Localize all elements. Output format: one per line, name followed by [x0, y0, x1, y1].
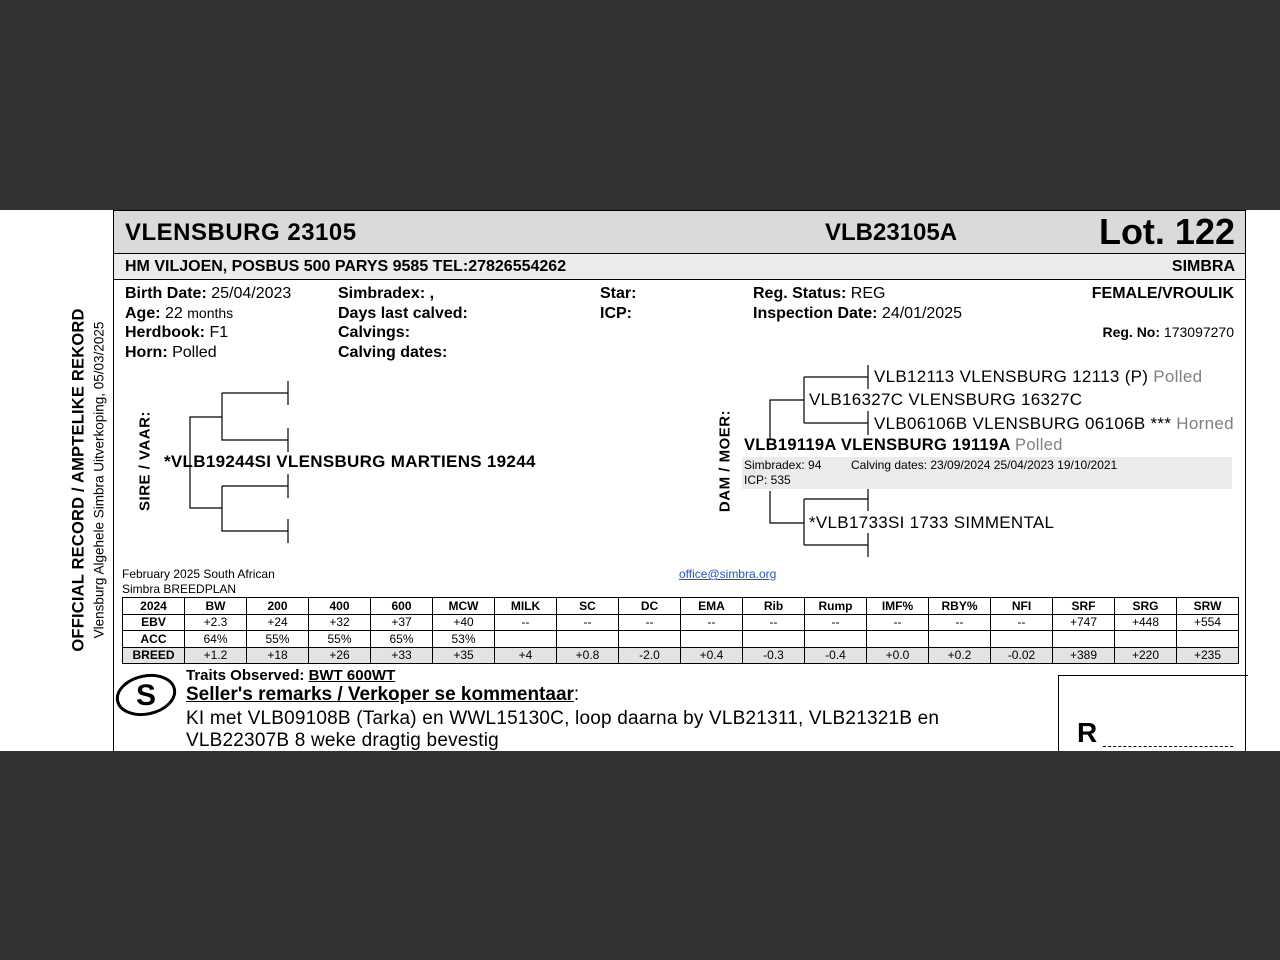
- side-caption: [69, 308, 107, 652]
- ebv-header-cell: BW: [185, 598, 247, 615]
- herdbook-value: F1: [209, 324, 229, 341]
- ebv-cell: 55%: [247, 631, 309, 648]
- ebv-header-cell: Rump: [805, 598, 867, 615]
- ebv-header-cell: 400: [309, 598, 371, 615]
- ebv-row-breed: [123, 647, 1239, 664]
- ebv-cell: --: [681, 614, 743, 631]
- ebv-cell: +554: [1177, 614, 1239, 631]
- ebv-cell: -0.3: [743, 647, 805, 664]
- ebv-header-cell: SRW: [1177, 598, 1239, 615]
- ebv-cell: -0.4: [805, 647, 867, 664]
- ebv-cell: +235: [1177, 647, 1239, 664]
- ebv-cell: --: [619, 614, 681, 631]
- ebv-cell: +24: [247, 614, 309, 631]
- ebv-cell: [805, 631, 867, 648]
- ebv-cell: +40: [433, 614, 495, 631]
- ebv-header-cell: 600: [371, 598, 433, 615]
- ebv-cell: +18: [247, 647, 309, 664]
- ebv-cell: +389: [1053, 647, 1115, 664]
- icp-label: ICP:: [600, 304, 632, 322]
- lot-number: Lot. 122: [1098, 211, 1235, 252]
- ebv-cell: [867, 631, 929, 648]
- days-last-calved-label: Days last calved:: [338, 304, 468, 322]
- ebv-header-cell: SRF: [1053, 598, 1115, 615]
- ebv-cell: [991, 631, 1053, 648]
- ebv-cell: +747: [1053, 614, 1115, 631]
- lot-card: [113, 210, 1246, 751]
- dam-sire: VLB16327C VLENSBURG 16327C: [809, 390, 1083, 409]
- email-link[interactable]: office@simbra.org: [679, 567, 777, 581]
- ebv-cell: [619, 631, 681, 648]
- ebv-header-cell: NFI: [991, 598, 1053, 615]
- ebv-header-cell: RBY%: [929, 598, 991, 615]
- ebv-cell: +26: [309, 647, 371, 664]
- ebv-header-cell: MILK: [495, 598, 557, 615]
- simbradex-label: Simbradex: ,: [338, 285, 435, 302]
- ebv-header-cell: 2024: [123, 598, 185, 615]
- ebv-cell: --: [495, 614, 557, 631]
- ebv-cell: +35: [433, 647, 495, 664]
- ebv-header-cell: EMA: [681, 598, 743, 615]
- ebv-cell: --: [929, 614, 991, 631]
- ebv-cell: --: [867, 614, 929, 631]
- ebv-row-label: BREED: [123, 647, 185, 664]
- ebv-cell: [557, 631, 619, 648]
- ebv-header-cell: DC: [619, 598, 681, 615]
- ebv-cell: +0.2: [929, 647, 991, 664]
- reg-no: 173097270: [1163, 324, 1234, 340]
- sale-name-date: Vlensburg Algehele Simbra Uitverkoping, 05/03/2025: [91, 321, 107, 639]
- price-box[interactable]: [1058, 675, 1248, 751]
- price-label: R: [1077, 717, 1098, 748]
- ebv-cell: +4: [495, 647, 557, 664]
- ebv-header-cell: Rib: [743, 598, 805, 615]
- ebv-row-ebv: [123, 614, 1239, 631]
- dam-sire-dam: VLB06106B VLENSBURG 06106B *** Horned: [874, 414, 1234, 433]
- ebv-cell: +1.2: [185, 647, 247, 664]
- sex-label: FEMALE/VROULIK: [1091, 285, 1234, 302]
- catalog-page: [0, 210, 1280, 751]
- ebv-cell: [743, 631, 805, 648]
- ebv-cell: +0.0: [867, 647, 929, 664]
- ebv-cell: -0.02: [991, 647, 1053, 664]
- animal-id: VLB23105A: [825, 219, 958, 246]
- ebv-header-cell: SC: [557, 598, 619, 615]
- ebv-cell: [681, 631, 743, 648]
- ebv-cell: +32: [309, 614, 371, 631]
- ebv-header-cell: 200: [247, 598, 309, 615]
- ebv-cell: 65%: [371, 631, 433, 648]
- ebv-cell: --: [805, 614, 867, 631]
- animal-name: VLENSBURG 23105: [125, 219, 357, 246]
- ebv-cell: +2.3: [185, 614, 247, 631]
- ebv-cell: +220: [1115, 647, 1177, 664]
- svg-text:S: S: [135, 679, 157, 712]
- traits-observed: Traits Observed: BWT 600WT: [186, 667, 396, 684]
- ebv-row-label: ACC: [123, 631, 185, 648]
- dam-simbradex: Simbradex: 94: [744, 458, 822, 472]
- horn-value: Polled: [172, 343, 217, 361]
- inspection-date: 24/01/2025: [881, 304, 962, 322]
- age-row: Age: 22 months: [125, 304, 234, 322]
- ebv-header-cell: IMF%: [867, 598, 929, 615]
- dam-label: DAM / MOER:: [716, 409, 734, 513]
- reg-no-row: Reg. No: 173097270: [1102, 324, 1234, 340]
- dam-info-box: [742, 457, 1232, 489]
- age-unit: months: [187, 304, 234, 321]
- ebv-cell: -2.0: [619, 647, 681, 664]
- ebv-cell: +0.4: [681, 647, 743, 664]
- ebv-cell: +37: [371, 614, 433, 631]
- remarks-heading: Seller's remarks / Verkoper se kommentaar:: [186, 684, 580, 705]
- ebv-header-row: [123, 598, 1239, 615]
- dam-horn: Polled: [1015, 436, 1063, 454]
- inspection-row: Inspection Date: 24/01/2025: [753, 304, 962, 322]
- ebv-cell: [1177, 631, 1239, 648]
- owner-details: HM VILJOEN, POSBUS 500 PARYS 9585 TEL:27826554262: [125, 258, 567, 275]
- reg-status: REG: [850, 285, 886, 302]
- ebv-row-acc: [123, 631, 1239, 648]
- ebv-cell: --: [743, 614, 805, 631]
- dam-calving-dates: Calving dates: 23/09/2024 25/04/2023 19/10/2021: [851, 458, 1118, 472]
- reg-status-row: Reg. Status: REG: [753, 285, 886, 302]
- dam-sire-sire-horn: Polled: [1153, 367, 1203, 386]
- ebv-row-label: EBV: [123, 614, 185, 631]
- ebv-table: [122, 597, 1239, 664]
- dam-dam: *VLB1733SI 1733 SIMMENTAL: [809, 513, 1055, 532]
- breed-label: SIMBRA: [1171, 258, 1235, 275]
- star-label: Star:: [600, 285, 637, 302]
- herdbook-row: Herdbook: F1: [125, 324, 229, 341]
- ebv-cell: --: [991, 614, 1053, 631]
- ebv-cell: +448: [1115, 614, 1177, 631]
- calvings-label: Calvings:: [338, 324, 411, 341]
- breedplan-note: February 2025 South African Simbra BREEDPLAN: [122, 567, 275, 596]
- traits-value: BWT 600WT: [308, 667, 396, 684]
- ebv-cell: [1053, 631, 1115, 648]
- birth-date-row: Birth Date: 25/04/2023: [125, 285, 292, 302]
- simbra-logo-icon: [114, 671, 178, 719]
- calving-dates-label: Calving dates:: [338, 343, 448, 361]
- ebv-cell: 55%: [309, 631, 371, 648]
- birth-date: 25/04/2023: [211, 285, 292, 302]
- dam-sire-dam-horn: Horned: [1176, 414, 1234, 433]
- remarks-text: KI met VLB09108B (Tarka) en WWL15130C, loop daarna by VLB21311, VLB21321B en VLB22307B 8 weke dragtig bevestig: [186, 708, 940, 751]
- dam-sire-sire: VLB12113 VLENSBURG 12113 (P) Polled: [874, 367, 1203, 386]
- age-value: 22: [165, 304, 183, 322]
- horn-row: Horn: Polled: [125, 343, 217, 361]
- ebv-cell: 64%: [185, 631, 247, 648]
- ebv-cell: [495, 631, 557, 648]
- ebv-cell: --: [557, 614, 619, 631]
- sire-name: *VLB19244SI VLENSBURG MARTIENS 19244: [164, 452, 536, 471]
- ebv-cell: [1115, 631, 1177, 648]
- ebv-cell: [929, 631, 991, 648]
- price-line: [1103, 746, 1233, 747]
- dam-name: VLB19119A VLENSBURG 19119A Polled: [744, 436, 1063, 454]
- ebv-cell: 53%: [433, 631, 495, 648]
- official-record-title: OFFICIAL RECORD / AMPTELIKE REKORD: [69, 308, 88, 652]
- ebv-header-cell: SRG: [1115, 598, 1177, 615]
- ebv-header-cell: MCW: [433, 598, 495, 615]
- ebv-cell: +33: [371, 647, 433, 664]
- dam-icp: ICP: 535: [744, 473, 791, 487]
- sire-label: SIRE / VAAR:: [136, 411, 154, 511]
- ebv-cell: +0.8: [557, 647, 619, 664]
